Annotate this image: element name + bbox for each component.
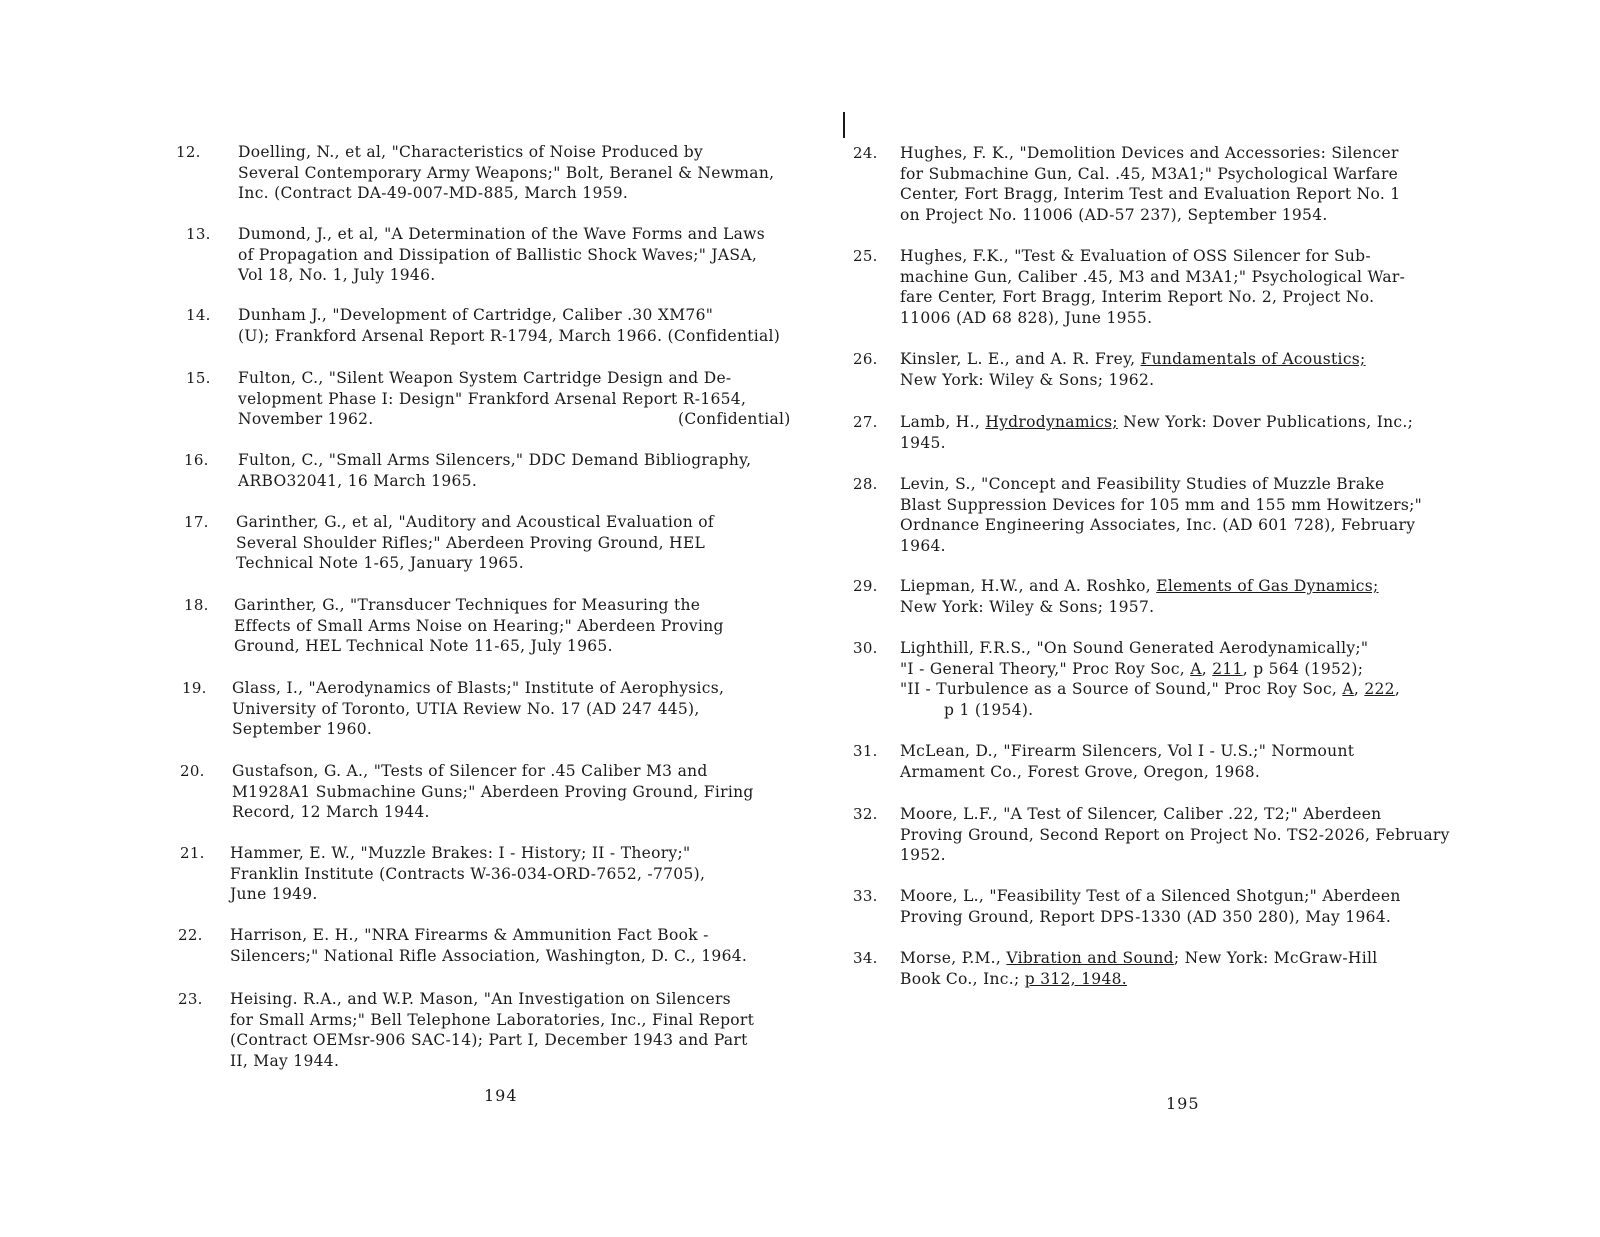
reference-number: 19.	[182, 679, 207, 697]
reference-number: 26.	[853, 350, 878, 368]
book-title: Elements of Gas Dynamics;	[1156, 577, 1379, 595]
reference-line: Proving Ground, Second Report on Project No. TS2-2026, February	[900, 825, 1450, 844]
reference-line	[900, 700, 1400, 721]
reference-number: 25.	[853, 247, 878, 265]
reference-line	[900, 412, 1413, 433]
reference-line: Franklin Institute (Contracts W-36-034-ORD-7652, -7705),	[230, 864, 706, 883]
reference-line: Dumond, J., et al, "A Determination of the Wave Forms and Laws	[238, 225, 765, 243]
author-text: Liepman, H.W., and A. Roshko,	[900, 577, 1157, 595]
reference-text: November 1962.	[238, 410, 374, 428]
book-title: Vibration and Sound	[1006, 949, 1174, 967]
citation-text: "I - General Theory," Proc Roy Soc,	[900, 659, 1191, 678]
reference-number: 32.	[853, 805, 878, 823]
reference-line: September 1960.	[232, 720, 373, 738]
reference-number: 16.	[184, 451, 209, 469]
reference-line: Vol 18, No. 1, July 1946.	[238, 266, 436, 284]
reference-line: for Small Arms;" Bell Telephone Laboratories, Inc., Final Report	[230, 1010, 755, 1029]
reference-line: Record, 12 March 1944.	[232, 803, 430, 821]
reference-number: 24.	[853, 144, 878, 162]
page-text: p 1 (1954).	[944, 700, 1034, 719]
volume-section: A	[1190, 659, 1202, 678]
reference-line: Garinther, G., "Transducer Techniques for Measuring the	[234, 596, 701, 614]
reference-line: Glass, I., "Aerodynamics of Blasts;" Institute of Aerophysics,	[232, 679, 725, 697]
reference-number: 31.	[853, 742, 878, 760]
reference-line: Inc. (Contract DA-49-007-MD-885, March 1959.	[238, 184, 629, 202]
reference-line: II, May 1944.	[230, 1051, 340, 1070]
reference-line: on Project No. 11006 (AD-57 237), September 1954.	[900, 205, 1328, 224]
reference-line: Moore, L., "Feasibility Test of a Silenced Shotgun;" Aberdeen	[900, 887, 1401, 905]
reference-line	[238, 409, 808, 430]
reference-number: 22.	[178, 926, 203, 944]
reference-line: Moore, L.F., "A Test of Silencer, Caliber .22, T2;" Aberdeen	[900, 805, 1382, 823]
reference-line: velopment Phase I: Design" Frankford Arsenal Report R-1654,	[238, 389, 747, 408]
reference-line	[900, 659, 1400, 680]
citation-text: "II - Turbulence as a Source of Sound," Proc Roy Soc,	[900, 680, 1343, 698]
scan-mark	[843, 112, 845, 138]
reference-number: 28.	[853, 475, 878, 493]
reference-line: Heising. R.A., and W.P. Mason, "An Investigation on Silencers	[230, 990, 731, 1008]
reference-line: Center, Fort Bragg, Interim Test and Evaluation Report No. 1	[900, 185, 1401, 203]
book-title: Fundamentals of Acoustics;	[1140, 350, 1366, 368]
page-year-text: p 312, 1948.	[1024, 969, 1128, 988]
reference-line: for Submachine Gun, Cal. .45, M3A1;" Psychological Warfare	[900, 164, 1399, 183]
page-number: 195	[1166, 1094, 1200, 1113]
reference-number: 15.	[186, 369, 211, 387]
reference-line: Technical Note 1-65, January 1965.	[236, 554, 524, 572]
year-text: 1945.	[900, 433, 946, 452]
reference-line: Harrison, E. H., "NRA Firearms & Ammunition Fact Book -	[230, 926, 709, 944]
reference-line: Ground, HEL Technical Note 11-65, July 1965.	[234, 637, 613, 655]
reference-line: Gustafson, G. A., "Tests of Silencer for .45 Caliber M3 and	[232, 762, 708, 780]
reference-line	[900, 597, 1379, 618]
reference-line: McLean, D., "Firearm Silencers, Vol I - U.S.;" Normount	[900, 742, 1355, 760]
reference-line	[900, 679, 1400, 700]
reference-line	[900, 638, 1400, 659]
reference-line: Silencers;" National Rifle Association, Washington, D. C., 1964.	[230, 946, 748, 965]
reference-line	[900, 576, 1379, 597]
book-title: Hydrodynamics;	[985, 413, 1118, 431]
publisher-text: New York: Wiley & Sons; 1957.	[900, 597, 1155, 616]
reference-line: Fulton, C., "Silent Weapon System Cartridge Design and De-	[238, 369, 732, 387]
reference-line: Hughes, F. K., "Demolition Devices and Accessories: Silencer	[900, 144, 1399, 162]
reference-number: 34.	[853, 949, 878, 967]
publisher-text: ; New York: McGraw-Hill	[1173, 949, 1378, 967]
reference-number: 30.	[853, 639, 878, 657]
reference-line: Garinther, G., et al, "Auditory and Acoustical Evaluation of	[236, 513, 714, 531]
author-text: Morse, P.M.,	[900, 949, 1007, 967]
reference-line: Armament Co., Forest Grove, Oregon, 1968.	[900, 762, 1261, 781]
reference-line: University of Toronto, UTIA Review No. 17 (AD 247 445),	[232, 699, 700, 718]
reference-line: 1964.	[900, 536, 946, 555]
author-text: Kinsler, L. E., and A. R. Frey,	[900, 350, 1141, 368]
separator-text: ,	[1394, 680, 1401, 698]
reference-line: of Propagation and Dissipation of Ballistic Shock Waves;" JASA,	[238, 245, 758, 264]
volume-number: 211	[1212, 659, 1243, 678]
reference-line: (U); Frankford Arsenal Report R-1794, March 1966. (Confidential)	[238, 326, 781, 345]
reference-number: 18.	[184, 596, 209, 614]
author-text: Lamb, H.,	[900, 413, 986, 431]
reference-line: Dunham J., "Development of Cartridge, Caliber .30 XM76"	[238, 306, 714, 324]
reference-number: 33.	[853, 887, 878, 905]
reference-number: 23.	[178, 990, 203, 1008]
right-page	[850, 0, 1600, 1237]
reference-number: 13.	[186, 225, 211, 243]
publisher-text: New York: Wiley & Sons; 1962.	[900, 370, 1155, 389]
reference-number: 27.	[853, 413, 878, 431]
separator-text: ,	[1353, 680, 1365, 698]
reference-line	[900, 948, 1378, 969]
reference-line: Ordnance Engineering Associates, Inc. (AD 601 728), February	[900, 516, 1416, 534]
reference-number: 21.	[180, 844, 205, 862]
separator-text: ,	[1201, 659, 1213, 678]
reference-line: June 1949.	[230, 885, 318, 903]
reference-line: machine Gun, Caliber .45, M3 and M3A1;" Psychological War-	[900, 267, 1406, 286]
reference-number: 29.	[853, 577, 878, 595]
reference-number: 17.	[184, 513, 209, 531]
page-number: 194	[484, 1086, 518, 1105]
reference-number: 12.	[176, 143, 201, 161]
reference-line: Levin, S., "Concept and Feasibility Studies of Muzzle Brake	[900, 475, 1385, 493]
reference-line	[900, 969, 1378, 990]
reference-line: Hughes, F.K., "Test & Evaluation of OSS Silencer for Sub-	[900, 247, 1371, 265]
reference-line	[900, 349, 1366, 370]
reference-line: M1928A1 Submachine Guns;" Aberdeen Proving Ground, Firing	[232, 782, 754, 801]
classification-note: (Confidential)	[678, 410, 791, 428]
reference-line: 11006 (AD 68 828), June 1955.	[900, 308, 1153, 327]
page-text: , p 564 (1952);	[1242, 659, 1364, 678]
reference-line: Hammer, E. W., "Muzzle Brakes: I - History; II - Theory;"	[230, 844, 691, 862]
reference-line: ARBO32041, 16 March 1965.	[238, 471, 478, 490]
reference-line: (Contract OEMsr-906 SAC-14); Part I, December 1943 and Part	[230, 1031, 748, 1049]
reference-number: 20.	[180, 762, 205, 780]
reference-line	[900, 433, 1413, 454]
reference-line: fare Center, Fort Bragg, Interim Report No. 2, Project No.	[900, 288, 1375, 306]
volume-number: 222	[1364, 680, 1395, 698]
volume-section: A	[1342, 680, 1354, 698]
reference-line: 1952.	[900, 846, 946, 864]
reference-number: 14.	[186, 306, 211, 324]
reference-line: Doelling, N., et al, "Characteristics of Noise Produced by	[238, 143, 704, 161]
reference-line: Several Shoulder Rifles;" Aberdeen Proving Ground, HEL	[236, 533, 706, 552]
reference-line: Proving Ground, Report DPS-1330 (AD 350 280), May 1964.	[900, 907, 1392, 926]
reference-line: Several Contemporary Army Weapons;" Bolt, Beranel & Newman,	[238, 163, 775, 182]
author-text: Lighthill, F.R.S., "On Sound Generated Aerodynamically;"	[900, 639, 1369, 657]
reference-line	[900, 370, 1366, 391]
reference-line: Blast Suppression Devices for 105 mm and 155 mm Howitzers;"	[900, 495, 1423, 514]
reference-line: Fulton, C., "Small Arms Silencers," DDC Demand Bibliography,	[238, 451, 752, 469]
publisher-text: New York: Dover Publications, Inc.;	[1117, 413, 1414, 431]
publisher-text: Book Co., Inc.;	[900, 969, 1025, 988]
reference-line: Effects of Small Arms Noise on Hearing;" Aberdeen Proving	[234, 616, 724, 635]
